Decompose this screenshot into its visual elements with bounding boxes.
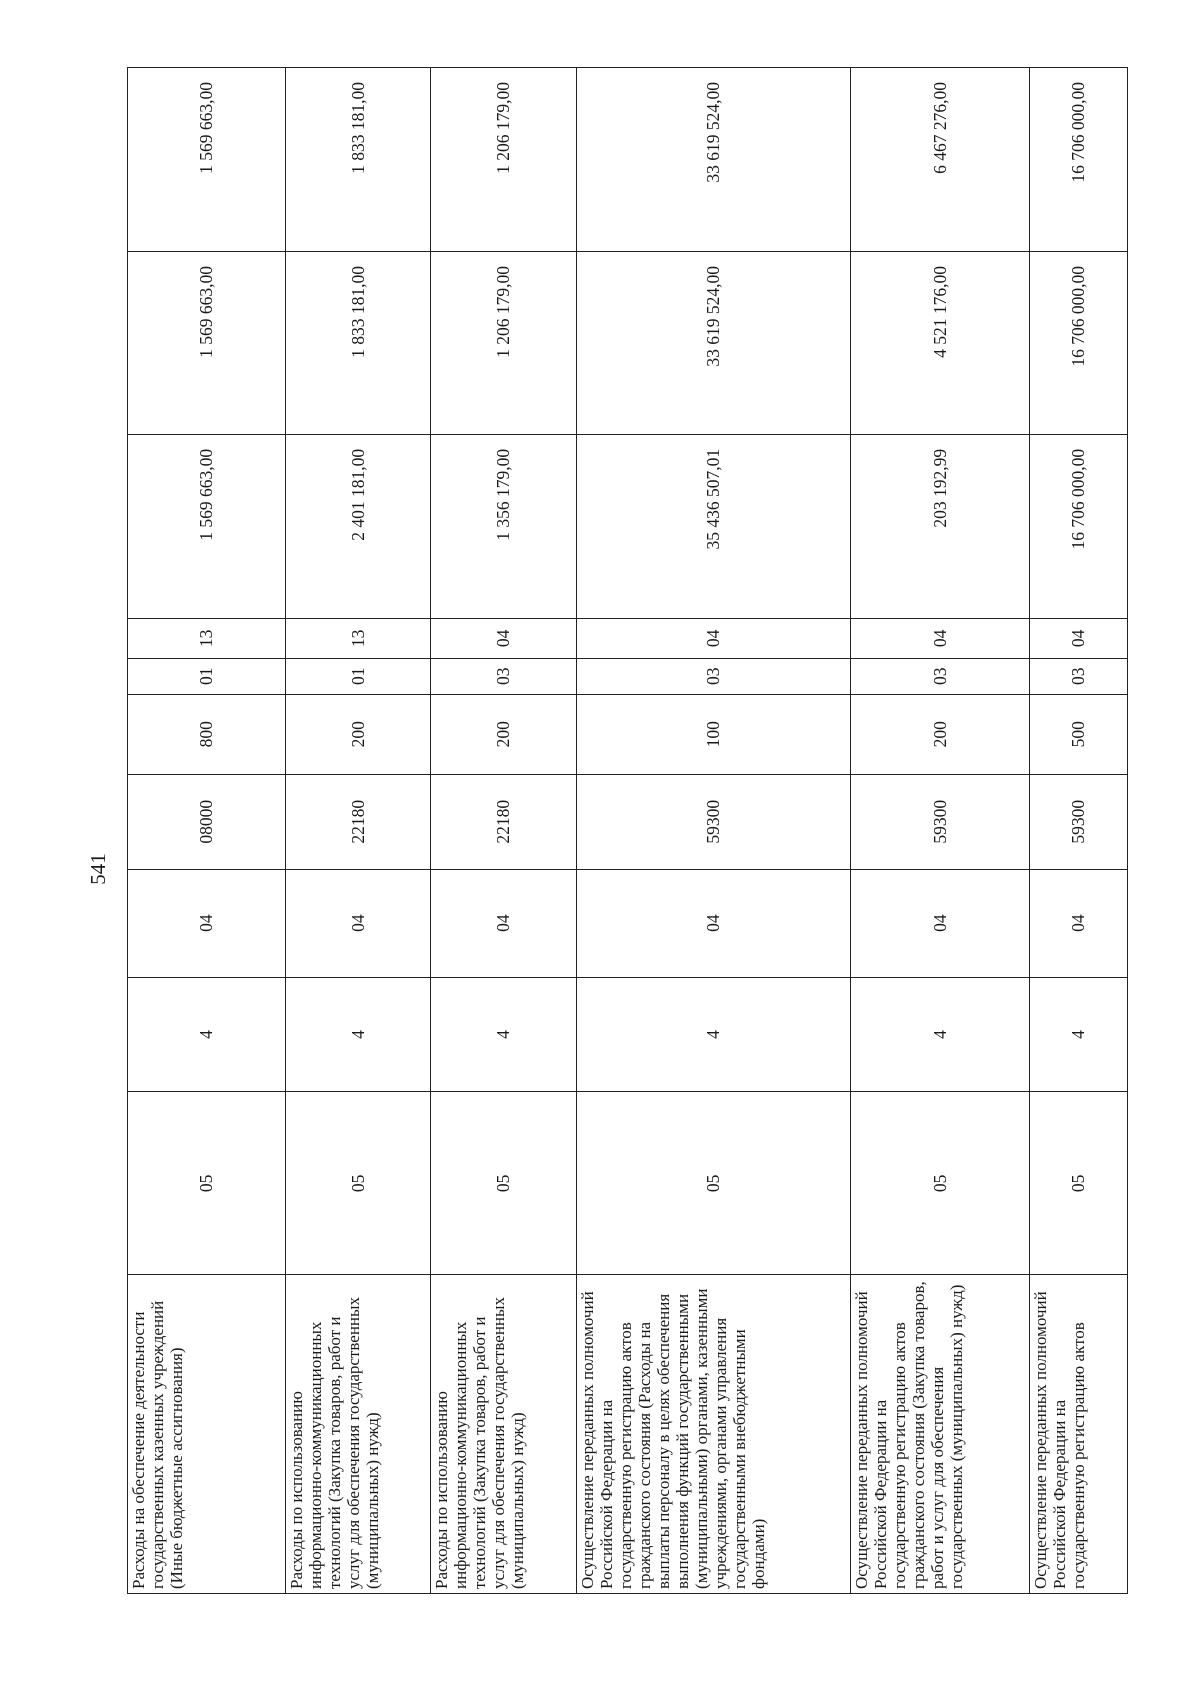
code-cell: 04: [577, 869, 851, 977]
code-cell: 04: [128, 869, 286, 977]
code-cell: 200: [431, 694, 577, 774]
row-description: Осуществление переданных полномочий Российской Федерации на государственную регистрацию актов гражданского состояния (Закупка товаров, работ и услуг для обеспечения государственных (муниципальных) нужд): [851, 1275, 1030, 1594]
code-cell: 200: [286, 694, 431, 774]
code-cell: 05: [851, 1092, 1030, 1275]
table-row: [1030, 68, 1128, 1594]
code-cell: 13: [128, 618, 286, 658]
page-number: 541: [86, 853, 110, 885]
amount-cell: 6 467 276,00: [851, 68, 1030, 252]
code-cell: 05: [577, 1092, 851, 1275]
amount-cell: 16 706 000,00: [1030, 252, 1128, 435]
code-cell: 05: [286, 1092, 431, 1275]
code-cell: 200: [851, 694, 1030, 774]
amount-cell: 4 521 176,00: [851, 252, 1030, 435]
rotated-page-content: [127, 67, 1131, 1594]
table-row: [286, 68, 431, 1594]
code-cell: 4: [128, 977, 286, 1092]
amount-cell: 1 569 663,00: [128, 252, 286, 435]
code-cell: 04: [431, 869, 577, 977]
code-cell: 59300: [851, 774, 1030, 869]
code-cell: 04: [851, 618, 1030, 658]
code-cell: 500: [1030, 694, 1128, 774]
code-cell: 05: [128, 1092, 286, 1275]
code-cell: 04: [1030, 869, 1128, 977]
code-cell: 22180: [431, 774, 577, 869]
code-cell: 04: [1030, 618, 1128, 658]
code-cell: 13: [286, 618, 431, 658]
code-cell: 03: [1030, 658, 1128, 694]
amount-cell: 1 206 179,00: [431, 68, 577, 252]
code-cell: 4: [286, 977, 431, 1092]
code-cell: 01: [286, 658, 431, 694]
code-cell: 4: [1030, 977, 1128, 1092]
code-cell: 59300: [577, 774, 851, 869]
code-cell: 03: [431, 658, 577, 694]
code-cell: 05: [431, 1092, 577, 1275]
code-cell: 4: [577, 977, 851, 1092]
row-description: Осуществление переданных полномочий Российской Федерации на государственную регистрацию актов: [1030, 1275, 1128, 1594]
amount-cell: 2 401 181,00: [286, 434, 431, 618]
code-cell: 4: [431, 977, 577, 1092]
row-description: Расходы на обеспечение деятельности государственных казенных учреждений (Иные бюджетные ассигнования): [128, 1275, 286, 1594]
amount-cell: 1 569 663,00: [128, 68, 286, 252]
code-cell: 59300: [1030, 774, 1128, 869]
code-cell: 08000: [128, 774, 286, 869]
amount-cell: 1 833 181,00: [286, 68, 431, 252]
code-cell: 01: [128, 658, 286, 694]
budget-table: [127, 67, 1128, 1594]
code-cell: 100: [577, 694, 851, 774]
code-cell: 05: [1030, 1092, 1128, 1275]
amount-cell: 35 436 507,01: [577, 434, 851, 618]
code-cell: 4: [851, 977, 1030, 1092]
table-row: [577, 68, 851, 1594]
amount-cell: 1 356 179,00: [431, 434, 577, 618]
code-cell: 800: [128, 694, 286, 774]
code-cell: 22180: [286, 774, 431, 869]
code-cell: 04: [431, 618, 577, 658]
amount-cell: 33 619 524,00: [577, 68, 851, 252]
code-cell: 04: [851, 869, 1030, 977]
table-row: [431, 68, 577, 1594]
amount-cell: 16 706 000,00: [1030, 68, 1128, 252]
amount-cell: 16 706 000,00: [1030, 434, 1128, 618]
amount-cell: 203 192,99: [851, 434, 1030, 618]
amount-cell: 1 569 663,00: [128, 434, 286, 618]
table-row: [128, 68, 286, 1594]
amount-cell: 33 619 524,00: [577, 252, 851, 435]
row-description: Расходы по использованию информационно-коммуникационных технологий (Закупка товаров, работ и услуг для обеспечения государственных (муниципальных) нужд): [431, 1275, 577, 1594]
row-description: Осуществление переданных полномочий Российской Федерации на государственную регистрацию актов гражданского состояния (Расходы на выплаты персоналу в целях обеспечения выполнения функций государственными (муниципальными) органами, казенными учреждениями, органами управления государственными внебюджетными фондами): [577, 1275, 851, 1594]
code-cell: 03: [577, 658, 851, 694]
amount-cell: 1 206 179,00: [431, 252, 577, 435]
code-cell: 04: [577, 618, 851, 658]
row-description: Расходы по использованию информационно-коммуникационных технологий (Закупка товаров, работ и услуг для обеспечения государственных (муниципальных) нужд): [286, 1275, 431, 1594]
code-cell: 03: [851, 658, 1030, 694]
amount-cell: 1 833 181,00: [286, 252, 431, 435]
table-row: [851, 68, 1030, 1594]
code-cell: 04: [286, 869, 431, 977]
